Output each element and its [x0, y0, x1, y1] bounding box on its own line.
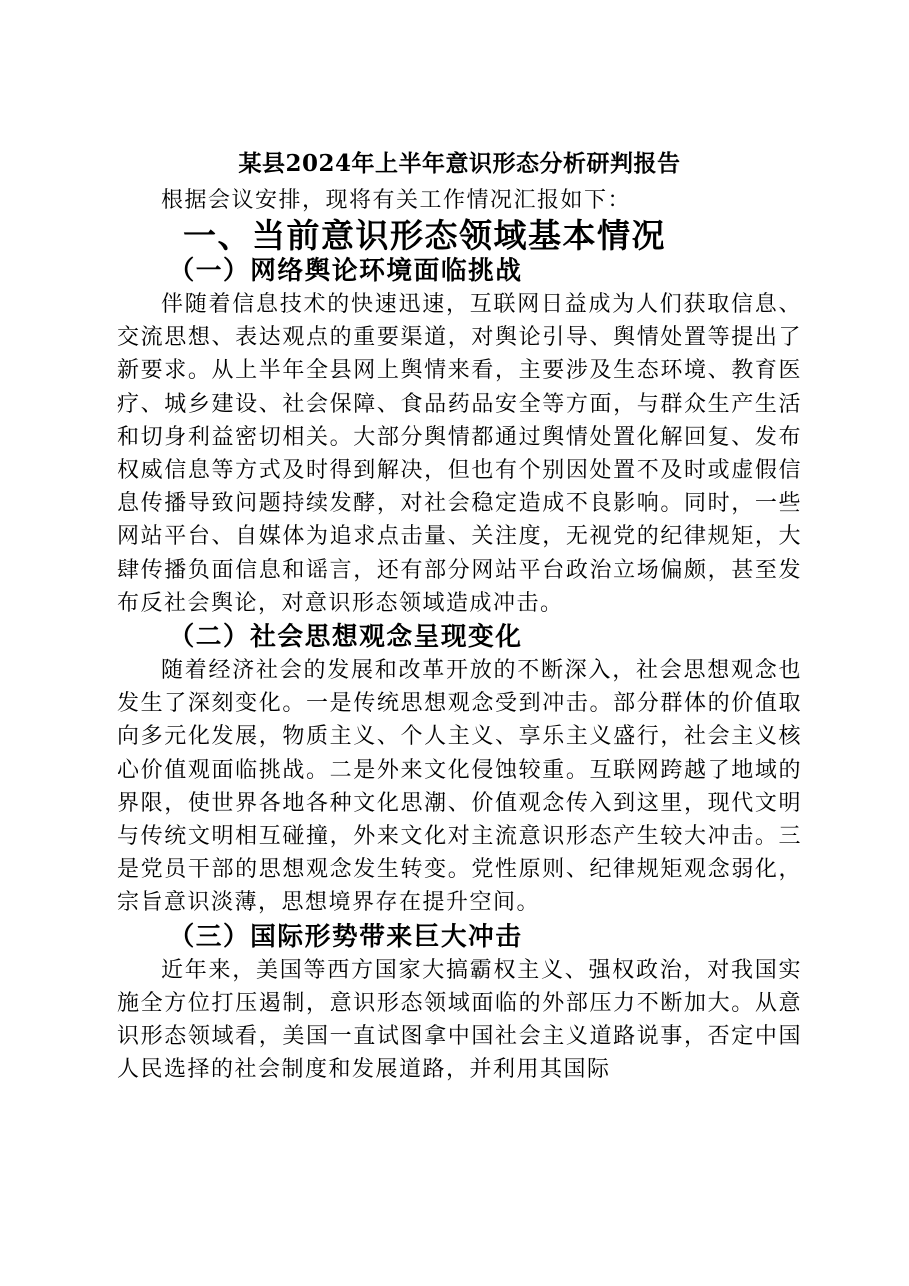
- intro-paragraph: 根据会议安排，现将有关工作情况汇报如下：: [161, 188, 632, 213]
- subsection-body-3: 近年来，美国等西方国家大搞霸权主义、强权政治，对我国实施全方位打压遏制，意识形态领域面临的外部压力不断加大。从意识形态领域看，美国一直试图拿中国社会主义道路说事，否定中国人民选择的社会制度和发展道路，并利用其国际: [117, 957, 802, 1083]
- subsection-body-1: 伴随着信息技术的快速迅速，互联网日益成为人们获取信息、交流思想、表达观点的重要渠道，对舆论引导、舆情处置等提出了新要求。从上半年全县网上舆情来看，主要涉及生态环境、教育医疗、城乡建设、社会保障、食品药品安全等方面，与群众生产生活和切身利益密切相关。大部分舆情都通过舆情处置化解回复、发布权威信息等方式及时得到解决，但也有个别因处置不及时或虚假信息传播导致问题持续发酵，对社会稳定造成不良影响。同时，一些网站平台、自媒体为追求点击量、关注度，无视党的纪律规矩，大肆传播负面信息和谣言，还有部分网站平台政治立场偏颇，甚至发布反社会舆论，对意识形态领域造成冲击。: [117, 292, 802, 616]
- subsection-heading-2: （二）社会思想观念呈现变化: [168, 622, 523, 653]
- section-heading-1: 一、当前意识形态领域基本情况: [183, 216, 666, 255]
- subsection-body-2: 随着经济社会的发展和改革开放的不断深入，社会思想观念也发生了深刻变化。一是传统思想观念受到冲击。部分群体的价值取向多元化发展，物质主义、个人主义、享乐主义盛行，社会主义核心价值观面临挑战。二是外来文化侵蚀较重。互联网跨越了地域的界限，使世界各地各种文化思潮、价值观念传入到这里，现代文明与传统文明相互碰撞，外来文化对主流意识形态产生较大冲击。三是党员干部的思想观念发生转变。党性原则、纪律规矩观念弱化，宗旨意识淡薄，思想境界存在提升空间。: [117, 658, 802, 916]
- subsection-heading-1: （一）网络舆论环境面临挑战: [168, 256, 523, 286]
- subsection-heading-3: （三）国际形势带来巨大冲击: [168, 921, 523, 952]
- document-title: 某县2024年上半年意识形态分析研判报告: [238, 150, 681, 177]
- document-body: [117, 144, 802, 1086]
